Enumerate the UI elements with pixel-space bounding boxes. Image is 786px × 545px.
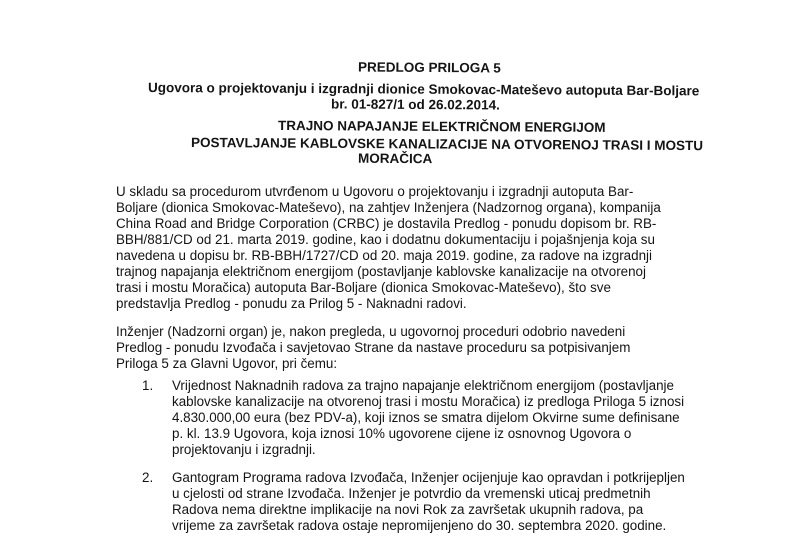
paragraph-line: Boljare (dionica Smokovac-Mateševo), na zahtjev Inženjera (Nadzornog organa), kompanija: [116, 200, 661, 215]
list-item-line: Vrijednost Naknadnih radova za trajno napajanje električnom energijom (postavljanje: [172, 378, 674, 393]
paragraph-line: Predlog - ponudu Izvođača i savjetovao Strane da nastave proceduru sa potpisivanjem: [116, 340, 631, 355]
paragraph-line: U skladu sa procedurom utvrđenom u Ugovoru o projektovanju i izgradnji autoputa Bar-: [116, 184, 634, 199]
document-subtitle-line: Ugovora o projektovanju i izgradnji dionice Smokovac-Mateševo autoputa Bar-Boljare: [147, 80, 700, 99]
list-item-line: kablovske kanalizacije na otvorenoj trasi i mostu Moračica) iz predloga Priloga 5 iznosi: [172, 394, 685, 409]
list-item-line: vrijeme za završetak radova ostaje nepromijenjeno do 30. septembra 2020. godine.: [172, 518, 667, 533]
paragraph-line: trajnog napajanja električnom energijom (postavljanje kablovske kanalizacije na otvorenoj: [116, 264, 646, 279]
list-item-line: Radova nema direktne implikacije na novi Rok za završetak ukupnih radova, pa: [172, 502, 644, 517]
list-item-number: 1.: [142, 378, 154, 393]
list-item-line: Gantogram Programa radova Izvođača, Inženjer ocijenjuje kao opravdan i potkrijepljen: [172, 470, 685, 485]
paragraph-line: BBH/881/CD od 21. marta 2019. godine, kao i dodatnu dokumentaciju i pojašnjenja koja su: [116, 232, 655, 247]
document-topic-line: TRAJNO NAPAJANJE ELEKTRIČNOM ENERGIJOM: [277, 117, 606, 136]
paragraph-line: trasi i mostu Moračica) autoputa Bar-Boljare (dionica Smokovac-Mateševo), što sve: [116, 280, 611, 295]
list-item-line: p. kl. 13.9 Ugovora, koja iznosi 10% ugovorene cijene iz osnovnog Ugovora o: [172, 426, 632, 441]
paragraph-line: China Road and Bridge Corporation (CRBC) je dostavila Predlog - ponudu dopisom br. RB-: [116, 216, 657, 231]
paragraph-line: Priloga 5 za Glavni Ugovor, pri čemu:: [116, 356, 338, 371]
list-item-line: projektovanju i izgradnji.: [172, 442, 316, 457]
document-subtitle-line: br. 01-827/1 od 26.02.2014.: [330, 96, 500, 113]
paragraph-line: navedena u dopisu br. RB-BBH/1727/CD od 20. maja 2019. godine, za radove na izgradnji: [116, 248, 652, 263]
list-item-line: u cjelosti od strane Izvođača. Inženjer je potvrdio da vremenski uticaj predmetnih: [172, 486, 651, 501]
paragraph-line: predstavlja Predlog - ponudu za Prilog 5 - Naknadni radovi.: [116, 296, 467, 311]
list-item-line: 4.830.000,00 eura (bez PDV-a), koji iznos se smatra dijelom Okvirne sume definisane: [172, 410, 680, 425]
document-topic-line: POSTAVLJANJE KABLOVSKE KANALIZACIJE NA OTVORENOJ TRASI I MOSTU: [190, 135, 704, 154]
list-item-number: 2.: [142, 470, 154, 485]
paragraph-line: Inženjer (Nadzorni organ) je, nakon pregleda, u ugovornoj proceduri odobrio navedeni: [116, 324, 626, 339]
document-topic-line: MORAČICA: [357, 150, 433, 167]
document-title: PREDLOG PRILOGA 5: [357, 59, 501, 76]
